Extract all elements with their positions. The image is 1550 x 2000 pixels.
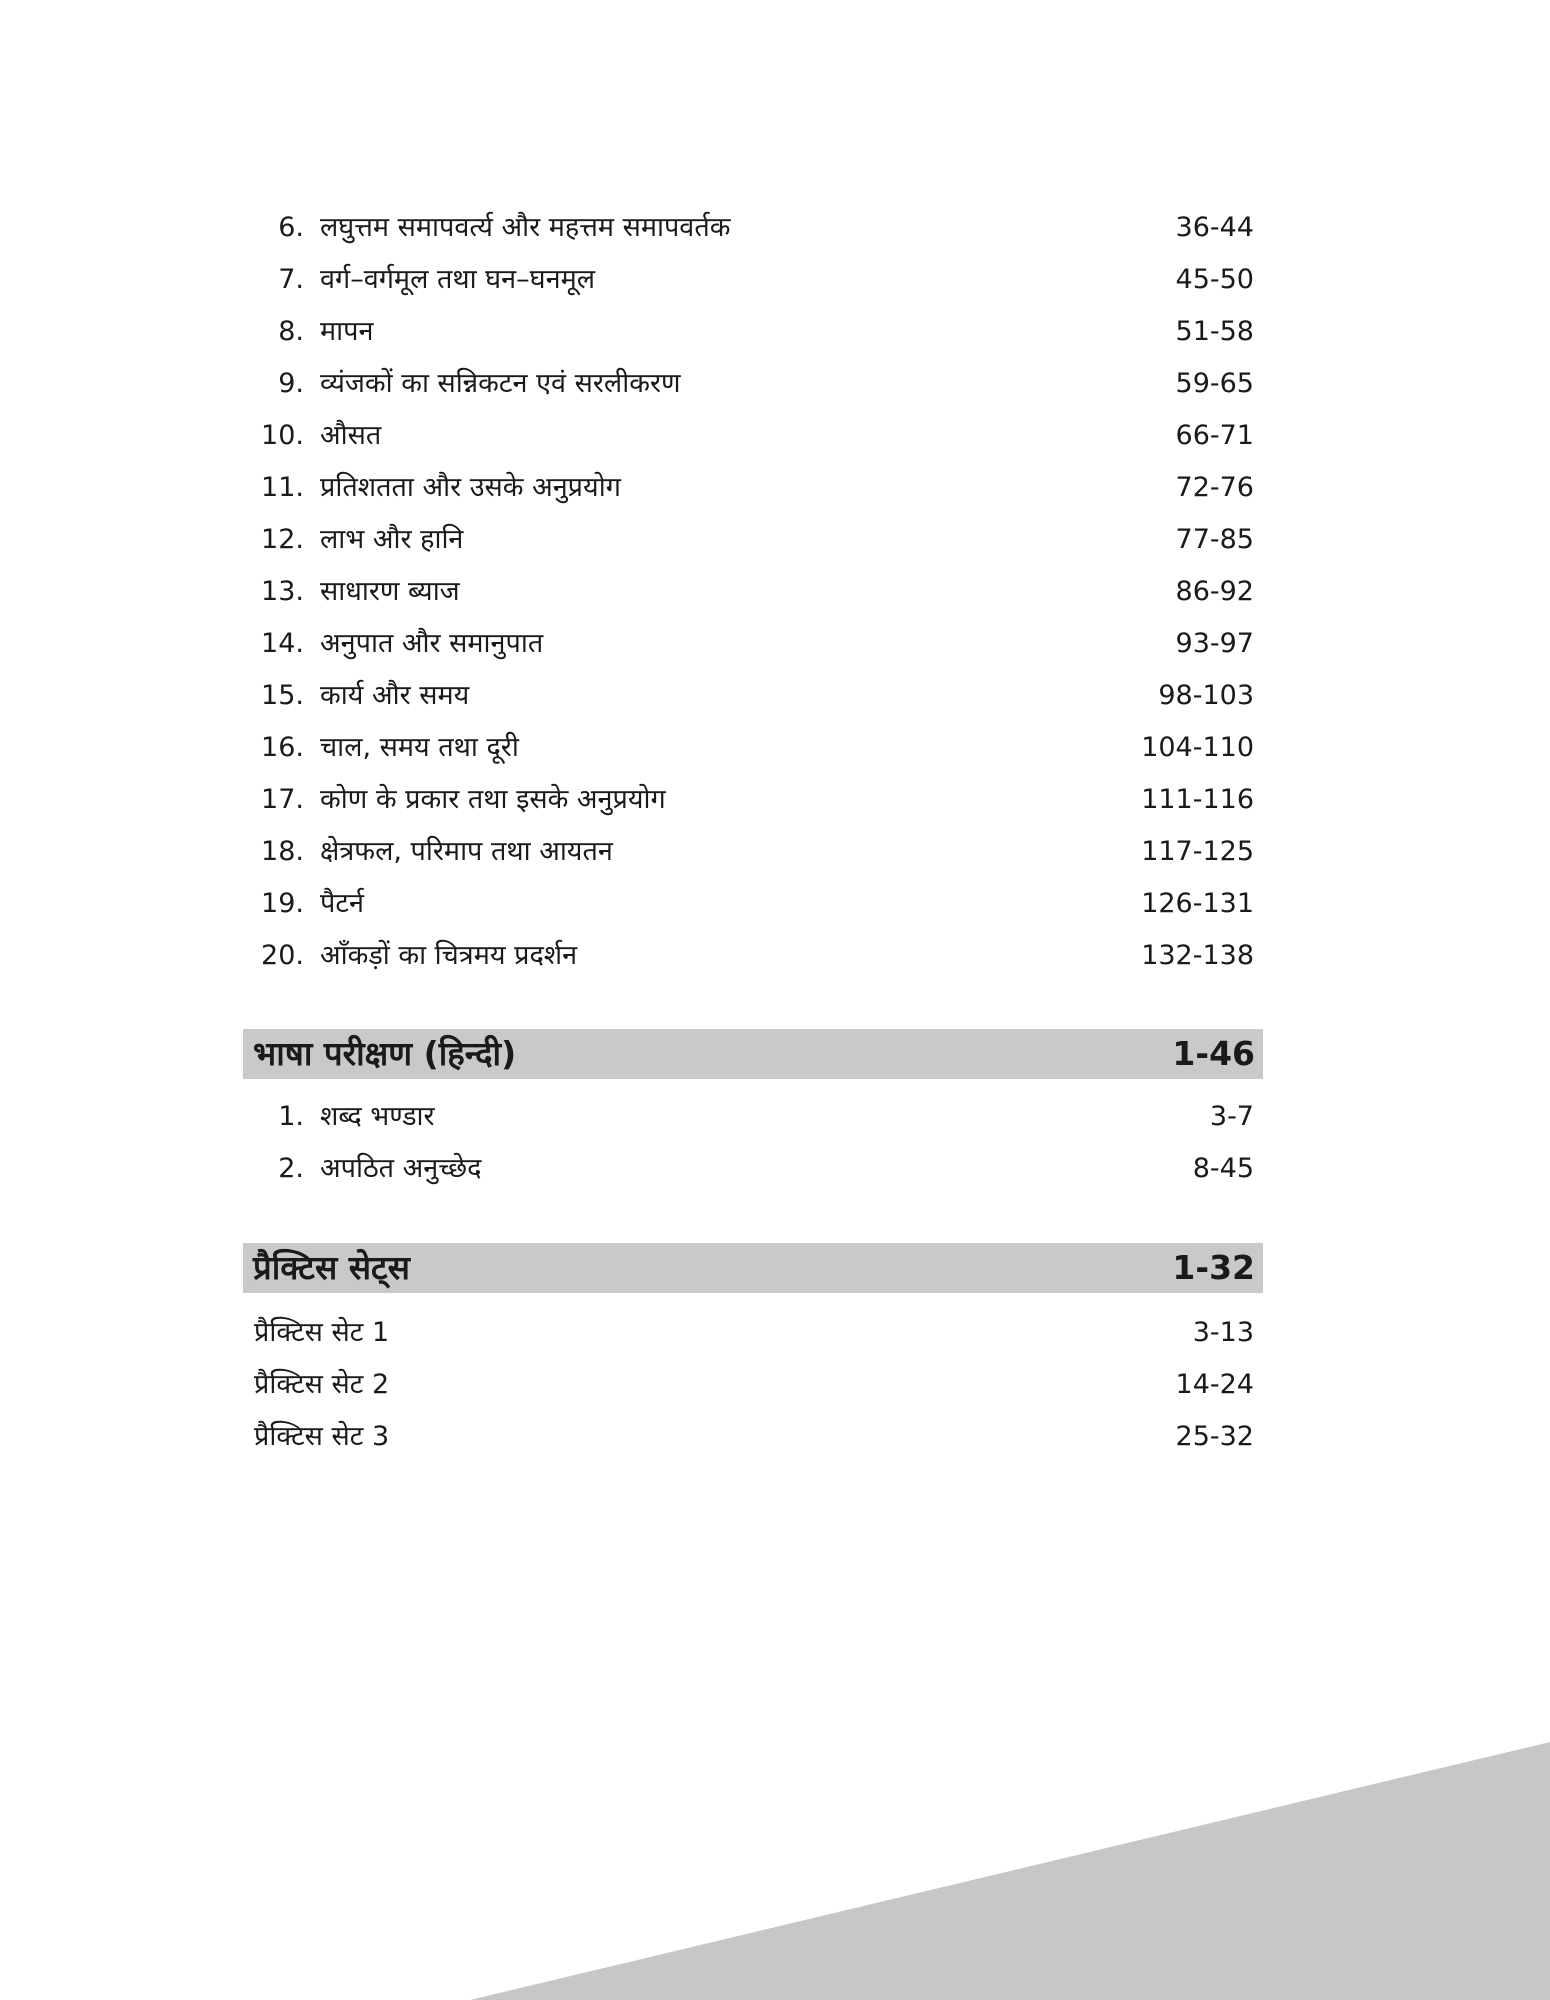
page-range: 8-45: [1192, 1153, 1254, 1184]
page-range: 45-50: [1175, 264, 1254, 295]
chapter-number: 8.: [278, 316, 304, 347]
page-range: 86-92: [1175, 576, 1254, 607]
chapter-number: 19.: [261, 888, 304, 919]
page-range: 126-131: [1141, 888, 1254, 919]
page-range: 111-116: [1141, 784, 1254, 815]
chapter-title: क्षेत्रफल, परिमाप तथा आयतन: [320, 836, 613, 867]
chapter-title: चाल, समय तथा दूरी: [320, 732, 519, 763]
chapter-number: 10.: [261, 420, 304, 451]
chapter-title: पैटर्न: [320, 888, 364, 919]
page-range: 25-32: [1175, 1421, 1254, 1452]
chapter-title: अपठित अनुच्छेद: [320, 1153, 482, 1184]
chapter-title: मापन: [320, 316, 374, 347]
page-range: 66-71: [1175, 420, 1254, 451]
page-range: 36-44: [1175, 212, 1254, 243]
page-range: 59-65: [1175, 368, 1254, 399]
page-range: 77-85: [1175, 524, 1254, 555]
chapter-title: कार्य और समय: [320, 680, 470, 711]
chapter-number: 16.: [261, 732, 304, 763]
section-title: प्रैक्टिस सेट्स: [253, 1248, 410, 1287]
chapter-title: औसत: [320, 420, 382, 451]
practice-set-title: प्रैक्टिस सेट 3: [254, 1421, 390, 1452]
chapter-number: 18.: [261, 836, 304, 867]
chapter-number: 15.: [261, 680, 304, 711]
chapter-title: साधारण ब्याज: [320, 576, 460, 607]
chapter-number: 13.: [261, 576, 304, 607]
chapter-title: आँकड़ों का चित्रमय प्रदर्शन: [320, 940, 578, 971]
practice-set-title: प्रैक्टिस सेट 2: [254, 1369, 390, 1400]
chapter-number: 14.: [261, 628, 304, 659]
chapter-number: 9.: [278, 368, 304, 399]
chapter-title: अनुपात और समानुपात: [320, 628, 544, 659]
page-range: 72-76: [1175, 472, 1254, 503]
chapter-title: प्रतिशतता और उसके अनुप्रयोग: [320, 472, 621, 503]
page-range: 14-24: [1175, 1369, 1254, 1400]
chapter-number: 12.: [261, 524, 304, 555]
page-range: 104-110: [1141, 732, 1254, 763]
chapter-title: व्यंजकों का सन्निकटन एवं सरलीकरण: [320, 368, 681, 399]
chapter-number: 17.: [261, 784, 304, 815]
chapter-number: 6.: [278, 212, 304, 243]
section-page-range: 1-46: [1172, 1034, 1255, 1073]
chapter-title: वर्ग–वर्गमूल तथा घन–घनमूल: [320, 264, 596, 295]
chapter-title: लाभ और हानि: [320, 524, 464, 555]
chapter-number: 20.: [261, 940, 304, 971]
page-range: 93-97: [1175, 628, 1254, 659]
page-range: 132-138: [1141, 940, 1254, 971]
page-range: 117-125: [1141, 836, 1254, 867]
page-range: 51-58: [1175, 316, 1254, 347]
corner-wedge: [470, 1742, 1550, 2000]
chapter-title: लघुत्तम समापवर्त्य और महत्तम समापवर्तक: [320, 212, 731, 243]
chapter-number: 1.: [278, 1101, 304, 1132]
chapter-number: 2.: [278, 1153, 304, 1184]
page-range: 98-103: [1158, 680, 1254, 711]
page-range: 3-7: [1209, 1101, 1254, 1132]
chapter-number: 11.: [261, 472, 304, 503]
section-title: भाषा परीक्षण (हिन्दी): [253, 1034, 517, 1073]
page-range: 3-13: [1192, 1317, 1254, 1348]
chapter-title: शब्द भण्डार: [320, 1101, 435, 1132]
practice-set-title: प्रैक्टिस सेट 1: [254, 1317, 390, 1348]
chapter-number: 7.: [278, 264, 304, 295]
chapter-title: कोण के प्रकार तथा इसके अनुप्रयोग: [320, 784, 666, 815]
section-page-range: 1-32: [1172, 1248, 1255, 1287]
